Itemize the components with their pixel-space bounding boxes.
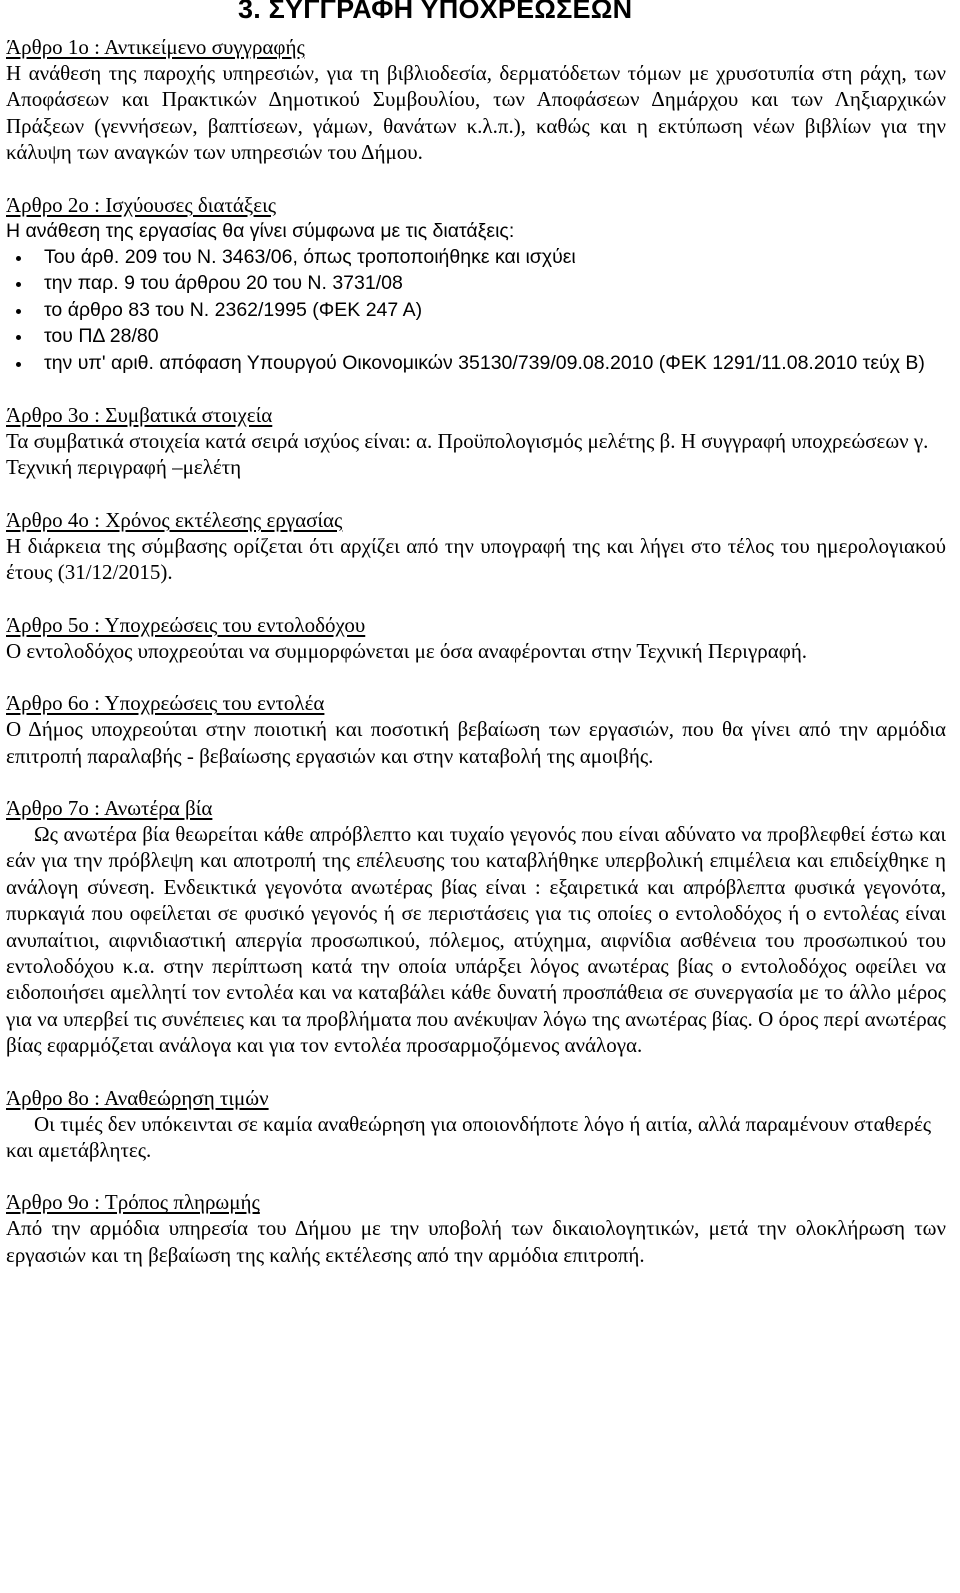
list-item-text: την υπ' αριθ. απόφαση Υπουργού Οικονομικών 35130/739/09.08.2010 (ΦΕΚ 1291/11.08.2010 τεύχ Β): [44, 351, 925, 374]
list-item: [6, 270, 946, 296]
article-2-heading: Άρθρο 2ο : Ισχύουσες διατάξεις: [6, 192, 277, 217]
list-item-text: Του άρθ. 209 του Ν. 3463/06, όπως τροποποιήθηκε και ισχύει: [44, 246, 576, 269]
article-5: [6, 612, 946, 664]
list-item-text: του ΠΔ 28/80: [44, 325, 159, 348]
article-7-text: Ως ανωτέρα βία θεωρείται κάθε απρόβλεπτο και τυχαίο γεγονός που είναι αδύνατο να προβλεφθεί έστω και εάν για την πρόβλεψη και αποτροπή της επέλευσης του καταβλήθηκε υπερβολική επιμέλεια και επιδείχθηκε η ανάλογη σύνεση. Ενδεικτικά γεγονότα ανωτέρας βίας είναι : εξαιρετικά και απρόβλεπτα φυσικά γεγονότα, πυρκαγιά που οφείλεται σε φυσικό γεγονός ή σε περιστάσεις για τις οποίες ο εντολοδόχος ή ο εντολέας είναι ανυπαίτιοι, αιφνιδιαστική απεργία προσωπικού, πόλεμος, ατύχημα, αιφνίδια ασθένεια του προσωπικού του εντολοδόχου κ.α. στην περίπτωση κατά την οποία υπάρξει λόγος ανωτέρας βίας ο εντολοδόχος οφείλει να ειδοποιήσει αμελλητί τον εντολέα και να καταβάλει κάθε δυνατή προσπάθεια σε συνεργασία με το άλλο μέρος για να υπερβεί τις συνέπειες και τα προβλήματα που ανέκυψαν λόγω της ανωτέρας βίας. Ο όρος περί ανωτέρας βίας εφαρμόζεται ανάλογα και για τον εντολέα προσαρμοζόμενος ανάλογα.: [6, 821, 946, 1058]
article-9-text: Από την αρμόδια υπηρεσία του Δήμου με την υποβολή των δικαιολογητικών, μετά την ολοκλήρωση των εργασιών και τη βεβαίωση της καλής εκτέλεσης από την αρμόδια επιτροπή.: [6, 1216, 946, 1267]
list-item: [6, 350, 946, 376]
article-1-text: Η ανάθεση της παροχής υπηρεσιών, για τη βιβλιοδεσία, δερματόδετων τόμων με χρυσοτυπία στη ράχη, των Αποφάσεων και Πρακτικών Δημοτικού Συμβουλίου, των Αποφάσεων Δημάρχου και των Ληξιαρχικών Πράξεων (γεννήσεων, βαπτίσεων, γάμων, θανάτων κ.λ.π.), καθώς και η εκτύπωση νέων βιβλίων για την κάλυψη των αναγκών των υπηρεσιών του Δήμου.: [6, 61, 946, 165]
article-3: [6, 402, 946, 481]
spacer: [6, 481, 946, 507]
article-7: [6, 795, 946, 1059]
bullet-icon: [16, 309, 21, 314]
article-2-intro: Η ανάθεση της εργασίας θα γίνει σύμφωνα με τις διατάξεις:: [6, 219, 515, 242]
article-4-heading: Άρθρο 4ο : Χρόνος εκτέλεσης εργασίας: [6, 507, 343, 532]
spacer: [6, 166, 946, 192]
article-5-heading: Άρθρο 5ο : Υποχρεώσεις του εντολοδόχου: [6, 612, 366, 637]
bullet-icon: [16, 282, 21, 287]
bullet-icon: [16, 335, 21, 340]
article-2-bullet-list: [6, 244, 946, 376]
article-9: [6, 1189, 946, 1268]
article-1-heading: Άρθρο 1ο : Αντικείμενο συγγραφής: [6, 35, 305, 59]
spacer: [6, 376, 946, 402]
list-item-text: την παρ. 9 του άρθρου 20 του Ν. 3731/08: [44, 272, 403, 295]
article-6-text: Ο Δήμος υποχρεούται στην ποιοτική και ποσοτική βεβαίωση των εργασιών, που θα γίνει από την αρμόδια επιτροπή παραλαβής - βεβαίωσης εργασιών και στην καταβολή της αμοιβής.: [6, 717, 946, 768]
list-item-text: το άρθρο 83 του Ν. 2362/1995 (ΦΕΚ 247 Α): [44, 298, 423, 321]
list-item: [6, 323, 946, 349]
list-item: [6, 244, 946, 270]
article-4-text: Η διάρκεια της σύμβασης ορίζεται ότι αρχίζει από την υπογραφή της και λήγει στο τέλος του ημερολογιακού έτους (31/12/2015).: [6, 533, 946, 585]
document-title: 3. ΣΥΓΓΡΑΦΗ ΥΠΟΧΡΕΩΣΕΩΝ: [238, 0, 633, 24]
spacer: [6, 1059, 946, 1085]
article-6: [6, 690, 946, 769]
article-3-text: Τα συμβατικά στοιχεία κατά σειρά ισχύος είναι: α. Προϋπολογισμός μελέτης β. Η συγγραφή υποχρεώσεων γ. Τεχνική περιγραφή –μελέτη: [6, 429, 929, 480]
article-8: [6, 1085, 946, 1164]
article-9-heading: Άρθρο 9ο : Τρόπος πληρωμής: [6, 1190, 260, 1215]
list-item: [6, 297, 946, 323]
spacer: [6, 664, 946, 690]
spacer: [6, 1163, 946, 1189]
article-5-text: Ο εντολοδόχος υποχρεούται να συμμορφώνεται με όσα αναφέρονται στην Τεχνική Περιγραφή.: [6, 638, 808, 663]
article-3-heading: Άρθρο 3ο : Συμβατικά στοιχεία: [6, 403, 273, 428]
article-8-text: Οι τιμές δεν υπόκεινται σε καμία αναθεώρηση για οποιονδήποτε λόγο ή αιτία, αλλά παραμένουν σταθερές και αμετάβλητες.: [6, 1111, 932, 1162]
spacer: [6, 769, 946, 795]
bullet-icon: [16, 362, 21, 367]
article-6-heading: Άρθρο 6ο : Υποχρεώσεις του εντολέα: [6, 691, 325, 716]
spacer: [6, 586, 946, 612]
article-7-heading: Άρθρο 7ο : Ανωτέρα βία: [6, 795, 213, 820]
bullet-icon: [16, 256, 21, 261]
article-2: [6, 192, 946, 376]
article-4: [6, 507, 946, 586]
article-1: [6, 34, 946, 166]
article-8-heading: Άρθρο 8ο : Αναθεώρηση τιμών: [6, 1085, 269, 1110]
